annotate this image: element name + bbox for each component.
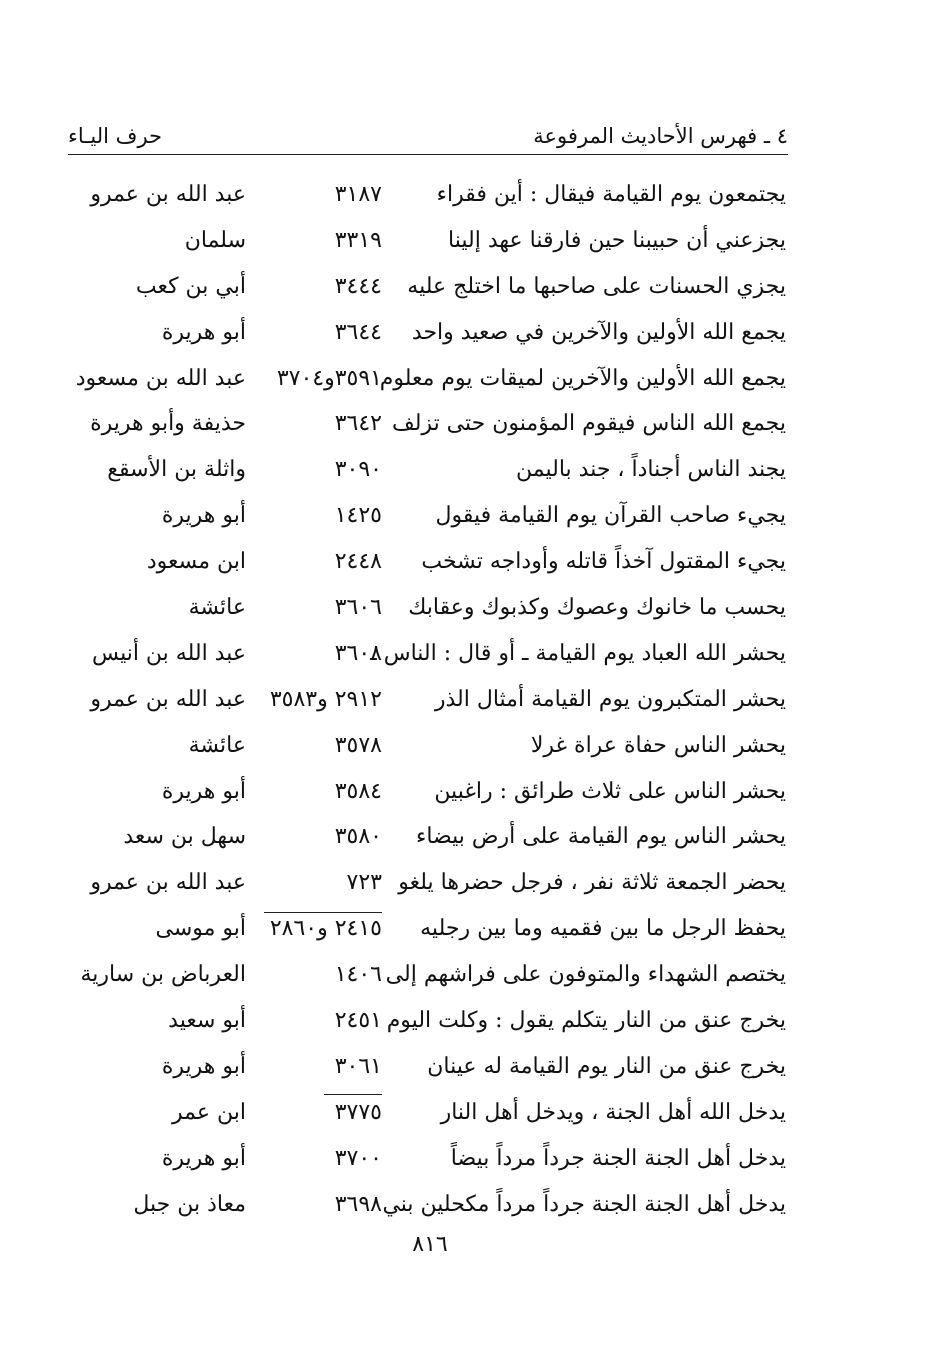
index-row (70, 677, 786, 723)
narrator: ابن مسعود (146, 549, 246, 575)
hadith-number: ٣٠٦١ (334, 1053, 382, 1079)
narrator: عبد الله بن عمرو (90, 182, 246, 207)
hadith-text: يجيء المقتول آخذاً قاتله وأوداجه تشخب (421, 549, 786, 575)
hadith-text: يحسب ما خانوك وعصوك وكذبوك وعقابك (408, 595, 786, 621)
hadith-text: يجمع الله الأولين والآخرين لميقات يوم معلوم (379, 365, 786, 391)
hadith-number: ٣٦٩٨ (334, 1191, 382, 1217)
page-number: ٨١٦ (412, 1232, 448, 1257)
hadith-text: يحفظ الرجل ما بين فقميه وما بين رجليه (420, 916, 786, 942)
hadith-text: يخرج عنق من النار يوم القيامة له عينان (427, 1053, 786, 1079)
hadith-index-table (70, 172, 786, 1227)
index-row (70, 264, 786, 310)
hadith-text: يدخل أهل الجنة الجنة جرداً مرداً بيضاً (450, 1145, 786, 1171)
narrator: أبو هريرة (161, 778, 246, 804)
index-row (70, 723, 786, 769)
narrator: أبو هريرة (161, 319, 246, 345)
hadith-number: ٣٧٧٥ (334, 1099, 382, 1125)
hadith-number: ٣٥٩١و٣٧٠٤ (276, 365, 382, 391)
hadith-text: يجزي الحسنات على صاحبها ما اختلج عليه (407, 273, 786, 299)
narrator: واثلة بن الأسقع (107, 457, 246, 483)
running-header (68, 112, 788, 148)
index-row (70, 172, 786, 218)
narrator: أبو سعيد (168, 1008, 246, 1034)
hadith-number: ٢٤٥١ (334, 1008, 382, 1034)
index-row (70, 539, 786, 585)
narrator: حذيفة وأبو هريرة (90, 411, 246, 437)
index-row (70, 906, 786, 952)
index-row (70, 952, 786, 998)
narrator: عائشة (188, 595, 246, 621)
hadith-number: ٣٧٠٠ (334, 1145, 382, 1171)
hadith-number: ٣٥٧٨ (334, 732, 382, 758)
index-row (70, 860, 786, 906)
hadith-number: ٣٦٤٢ (334, 411, 382, 437)
hadith-text: يحضر الجمعة ثلاثة نفر ، فرجل حضرها يلغو (398, 870, 786, 896)
index-row (70, 769, 786, 815)
hadith-number: ٣٤٤٤ (334, 273, 382, 299)
index-row (70, 1182, 786, 1228)
narrator: عبد الله بن مسعود (75, 365, 246, 391)
hadith-number: ٣٥٨٠ (334, 824, 382, 850)
index-row (70, 310, 786, 356)
hadith-number: ٣١٨٧ (334, 182, 382, 207)
narrator: عبد الله بن عمرو (90, 870, 246, 896)
index-row (70, 447, 786, 493)
narrator: أبو هريرة (161, 1053, 246, 1079)
header-rule (68, 154, 788, 155)
narrator: ابن عمر (172, 1099, 246, 1125)
index-row (70, 1044, 786, 1090)
hadith-number: ٢٤٤٨ (334, 549, 382, 575)
hadith-number: ٧٢٣ (346, 870, 382, 896)
hadith-text: يدخل الله أهل الجنة ، ويدخل أهل النار (440, 1099, 786, 1125)
index-row (70, 998, 786, 1044)
narrator: أبو هريرة (161, 503, 246, 529)
hadith-text: يدخل أهل الجنة الجنة جرداً مرداً مكحلين بني (382, 1191, 786, 1217)
hadith-number: ٣٥٨٤ (334, 778, 382, 804)
index-title: ٤ ـ فهرس الأحاديث المرفوعة (533, 124, 788, 148)
hadith-text: يجيء صاحب القرآن يوم القيامة فيقول (435, 503, 786, 529)
hadith-number: ٣٦٠٦ (334, 595, 382, 621)
narrator: أبو موسى (155, 916, 246, 942)
hadith-text: يحشر الناس على ثلاث طرائق : راغبين (434, 778, 786, 804)
narrator: عبد الله بن عمرو (90, 686, 246, 712)
index-row (70, 493, 786, 539)
hadith-text: يحشر الناس حفاة عراة غرلا (530, 732, 786, 758)
hadith-text: يجمع الله الناس فيقوم المؤمنون حتى تزلف (391, 411, 786, 437)
number-overline (264, 912, 382, 913)
narrator: عبد الله بن أنيس (92, 640, 246, 666)
hadith-number: ٣٦٤٤ (334, 319, 382, 345)
index-row (70, 401, 786, 447)
hadith-text: يختصم الشهداء والمتوفون على فراشهم إلى (385, 962, 786, 988)
hadith-text: يجند الناس أجناداً ، جند باليمن (516, 457, 786, 483)
index-row (70, 1090, 786, 1136)
hadith-number: ٢٩١٢ و٣٥٨٣ (269, 686, 382, 712)
hadith-text: يجزعني أن حبيبنا حين فارقنا عهد إلينا (448, 227, 786, 253)
narrator: العرباض بن سارية (80, 962, 246, 988)
index-row (70, 814, 786, 860)
hadith-text: يخرج عنق من النار يتكلم يقول : وكلت اليوم (386, 1008, 786, 1034)
hadith-number: ١٤٢٥ (334, 503, 382, 529)
hadith-text: يحشر الناس يوم القيامة على أرض بيضاء (415, 824, 786, 850)
narrator: سلمان (184, 227, 246, 253)
hadith-number: ٣٠٩٠ (334, 457, 382, 483)
index-row (70, 218, 786, 264)
hadith-text: يجتمعون يوم القيامة فيقال : أين فقراء (436, 182, 786, 207)
hadith-text: يحشر المتكبرون يوم القيامة أمثال الذر (434, 686, 786, 712)
narrator: معاذ بن جبل (133, 1191, 246, 1217)
hadith-number: ٣٦٠٨ (334, 640, 382, 666)
section-title: حرف اليـاء (68, 124, 163, 148)
hadith-number: ٢٤١٥ و٢٨٦٠ (269, 916, 382, 942)
narrator: أبي بن كعب (135, 273, 246, 299)
index-row (70, 356, 786, 402)
narrator: سهل بن سعد (123, 824, 246, 850)
number-overline (324, 1094, 382, 1095)
hadith-number: ١٤٠٦ (334, 962, 382, 988)
hadith-text: يجمع الله الأولين والآخرين في صعيد واحد (411, 319, 786, 345)
hadith-number: ٣٣١٩ (334, 227, 382, 253)
narrator: أبو هريرة (161, 1145, 246, 1171)
index-row (70, 631, 786, 677)
hadith-text: يحشر الله العباد يوم القيامة ـ أو قال : الناس ـ (370, 640, 786, 666)
narrator: عائشة (188, 732, 246, 758)
index-row (70, 1136, 786, 1182)
index-row (70, 585, 786, 631)
